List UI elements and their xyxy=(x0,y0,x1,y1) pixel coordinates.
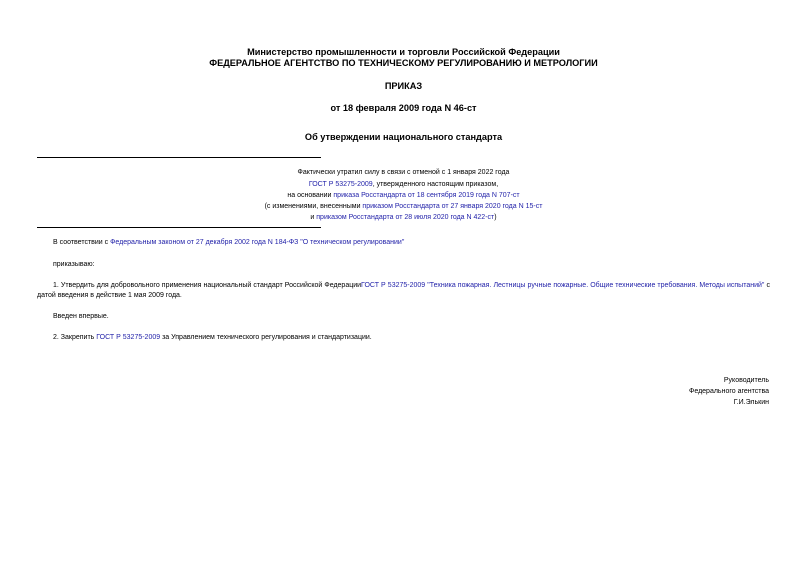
status-note-text: и xyxy=(310,214,317,221)
paragraph-introduced: Введен впервые. xyxy=(53,313,109,320)
status-note-text: на основании xyxy=(287,192,334,199)
paragraph-item-2 xyxy=(37,333,770,343)
signature-name: Г.И.Элькин xyxy=(733,399,769,406)
status-note-text: (с изменениями, внесенными xyxy=(264,203,363,210)
paragraph-text: В соответствии с xyxy=(53,239,111,246)
bottom-divider xyxy=(37,227,321,228)
ministry-title: Министерство промышленности и торговли Российской Федерации xyxy=(247,47,560,57)
status-note-text: Фактически утратил силу в связи с отменой с 1 января 2022 года xyxy=(297,169,510,176)
paragraph-item-1 xyxy=(37,281,770,301)
order-15-link[interactable]: приказом Росстандарта от 27 января 2020 года N 15-ст xyxy=(362,203,543,210)
paragraph-text: с датой введения в действие 1 мая 2009 года. xyxy=(37,282,770,299)
paragraph-text: 2. Закрепить xyxy=(53,334,97,341)
status-note-line-5 xyxy=(0,212,807,224)
gost-link[interactable]: ГОСТ Р 53275-2009 xyxy=(308,181,373,188)
signature-position: Руководитель xyxy=(723,377,769,384)
document-date-number: от 18 февраля 2009 года N 46-ст xyxy=(330,103,477,113)
gost-standard-link[interactable]: ГОСТ Р 53275-2009 "Техника пожарная. Лестницы ручные пожарные. Общие технические требования. Методы испытаний" xyxy=(361,282,765,289)
paragraph-text: 1. Утвердить для добровольного применения национальный стандарт Российской Федерации xyxy=(53,282,362,289)
status-note-text: , утвержденного настоящим приказом, xyxy=(372,181,499,188)
paragraph-order: приказываю: xyxy=(53,261,95,268)
federal-law-link[interactable]: Федеральным законом от 27 декабря 2002 года N 184-ФЗ "О техническом регулировании" xyxy=(110,239,405,246)
status-note-line-1 xyxy=(0,167,807,179)
agency-title: ФЕДЕРАЛЬНОЕ АГЕНТСТВО ПО ТЕХНИЧЕСКОМУ РЕГУЛИРОВАНИЮ И МЕТРОЛОГИИ xyxy=(209,58,598,68)
paragraph-text: за Управлением технического регулирования и стандартизации. xyxy=(160,334,372,341)
signature-block xyxy=(689,375,769,408)
top-divider xyxy=(37,157,321,158)
paragraph-basis xyxy=(37,238,770,248)
order-707-link[interactable]: приказа Росстандарта от 18 сентября 2019 года N 707-ст xyxy=(333,192,520,199)
status-note-text: ) xyxy=(494,214,497,221)
document-type: ПРИКАЗ xyxy=(384,81,423,91)
gost-link-2[interactable]: ГОСТ Р 53275-2009 xyxy=(96,334,161,341)
signature-organization: Федерального агентства xyxy=(689,388,769,395)
order-422-link[interactable]: приказом Росстандарта от 28 июля 2020 года N 422-ст xyxy=(316,214,495,221)
document-subject: Об утверждении национального стандарта xyxy=(304,132,503,142)
